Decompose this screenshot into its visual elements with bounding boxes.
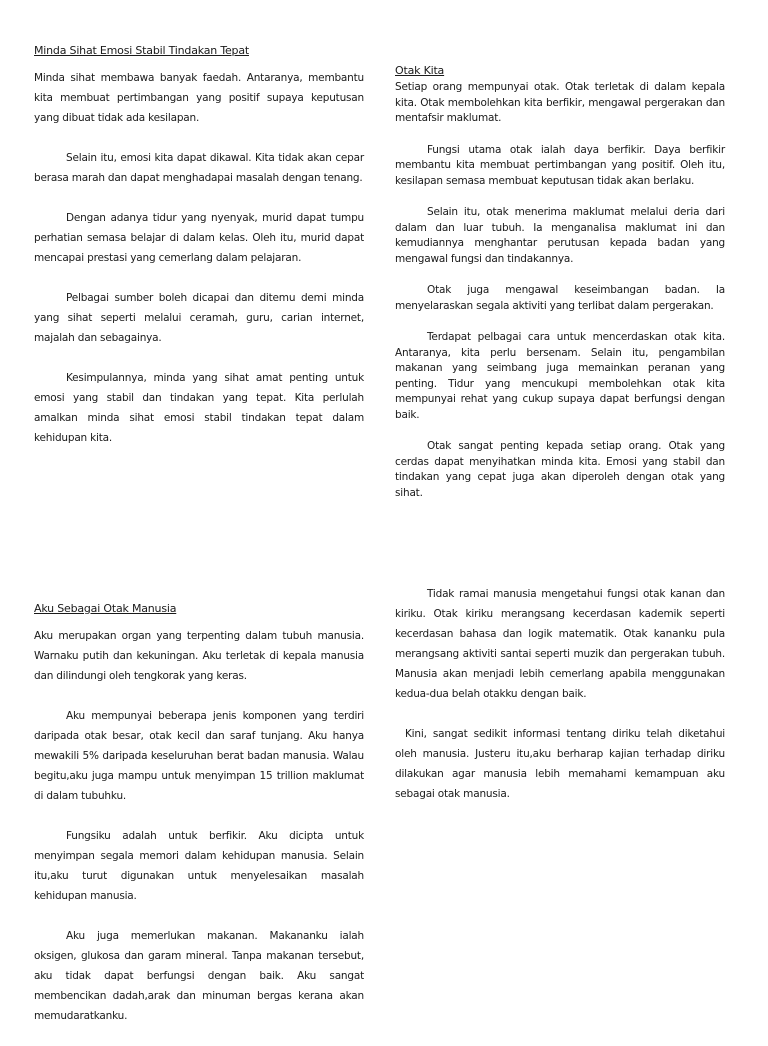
paragraph: Minda sihat membawa banyak faedah. Antaranya, membantu kita membuat pertimbangan yang positif supaya keputusan yang dibuat tidak ada kesilapan. — [34, 72, 364, 124]
section-title: Otak Kita — [395, 64, 445, 77]
section-title: Minda Sihat Emosi Stabil Tindakan Tepat — [34, 44, 249, 57]
paragraph: Kini, sangat sedikit informasi tentang diriku telah diketahui oleh manusia. Justeru itu,aku berharap kajian terhadap diriku dilakukan agar manusia lebih memahami kemampuan aku sebagai otak manusia. — [395, 728, 725, 800]
paragraph: Kesimpulannya, minda yang sihat amat penting untuk emosi yang stabil dan tindakan yang tepat. Kita perlulah amalkan minda sihat emosi stabil tindakan tepat dalam kehidupan kita. — [34, 372, 364, 444]
paragraph: Aku juga memerlukan makanan. Makananku ialah oksigen, glukosa dan garam mineral. Tanpa makanan tersebut, aku tidak dapat berfungsi dengan baik. Aku sangat membencikan dadah,arak dan minuman bergas kerana akan memudaratkanku. — [34, 930, 364, 1022]
paragraph: Fungsi utama otak ialah daya berfikir. Daya berfikir membantu kita membuat pertimbangan yang positif. Oleh itu, kesilapan semasa membuat keputusan tidak akan berlaku. — [395, 143, 725, 187]
paragraph: Selain itu, otak menerima maklumat melalui deria dari dalam dan luar tubuh. Ia menganalisa maklumat ini dan kemudiannya menghantar perutusan kepada badan yang mengawal fungsi dan tindakannya. — [395, 206, 725, 265]
paragraph: Pelbagai sumber boleh dicapai dan ditemu demi minda yang sihat seperti melalui ceramah, guru, carian internet, majalah dan sebagainya. — [34, 292, 364, 344]
section-title: Aku Sebagai Otak Manusia — [34, 602, 177, 615]
paragraph: Tidak ramai manusia mengetahui fungsi otak kanan dan kiriku. Otak kiriku merangsang kecerdasan kademik seperti kecerdasan bahasa dan logik matematik. Otak kananku pula merangsang aktiviti santai seperti muzik dan pergerakan tubuh. Manusia akan menjadi lebih cemerlang apabila menggunakan kedua-dua belah otakku dengan baik. — [395, 588, 725, 700]
section-otak-kita — [395, 64, 725, 517]
paragraph: Aku merupakan organ yang terpenting dalam tubuh manusia. Warnaku putih dan kekuningan. Aku terletak di kepala manusia dan dilindungi oleh tengkorak yang keras. — [34, 630, 364, 682]
paragraph: Otak sangat penting kepada setiap orang. Otak yang cerdas dapat menyihatkan minda kita. Emosi yang stabil dan tindakan yang cepat juga akan diperoleh dengan otak yang sihat. — [395, 440, 725, 499]
paragraph: Selain itu, emosi kita dapat dikawal. Kita tidak akan cepar berasa marah dan dapat menghadapai masalah dengan tenang. — [34, 152, 364, 184]
paragraph: Aku mempunyai beberapa jenis komponen yang terdiri daripada otak besar, otak kecil dan saraf tunjang. Aku hanya mewakili 5% daripada keseluruhan berat badan manusia. Walau begitu,aku juga mampu untuk menyimpan 15 trillion maklumat di dalam tubuhku. — [34, 710, 364, 802]
section-otak-continued — [395, 584, 725, 824]
section-minda-sihat — [34, 44, 364, 468]
paragraph: Terdapat pelbagai cara untuk mencerdaskan otak kita. Antaranya, kita perlu bersenam. Selain itu, pengambilan makanan yang seimbang juga memainkan peranan yang penting. Tidur yang mencukupi membolehkan otak kita mempunyai rehat yang cukup supaya dapat berfungsi dengan baik. — [395, 331, 725, 421]
section-aku-sebagai-otak — [34, 602, 364, 1046]
paragraph: Fungsiku adalah untuk berfikir. Aku dicipta untuk menyimpan segala memori dalam kehidupan manusia. Selain itu,aku turut digunakan untuk menyelesaikan masalah kehidupan manusia. — [34, 830, 364, 902]
paragraph: Dengan adanya tidur yang nyenyak, murid dapat tumpu perhatian semasa belajar di dalam kelas. Oleh itu, murid dapat mencapai prestasi yang cemerlang dalam pelajaran. — [34, 212, 364, 264]
paragraph: Setiap orang mempunyai otak. Otak terletak di dalam kepala kita. Otak membolehkan kita berfikir, mengawal pergerakan dan mentafsir maklumat. — [395, 81, 725, 124]
paragraph: Otak juga mengawal keseimbangan badan. Ia menyelaraskan segala aktiviti yang terlibat dalam pergerakan. — [395, 284, 725, 312]
